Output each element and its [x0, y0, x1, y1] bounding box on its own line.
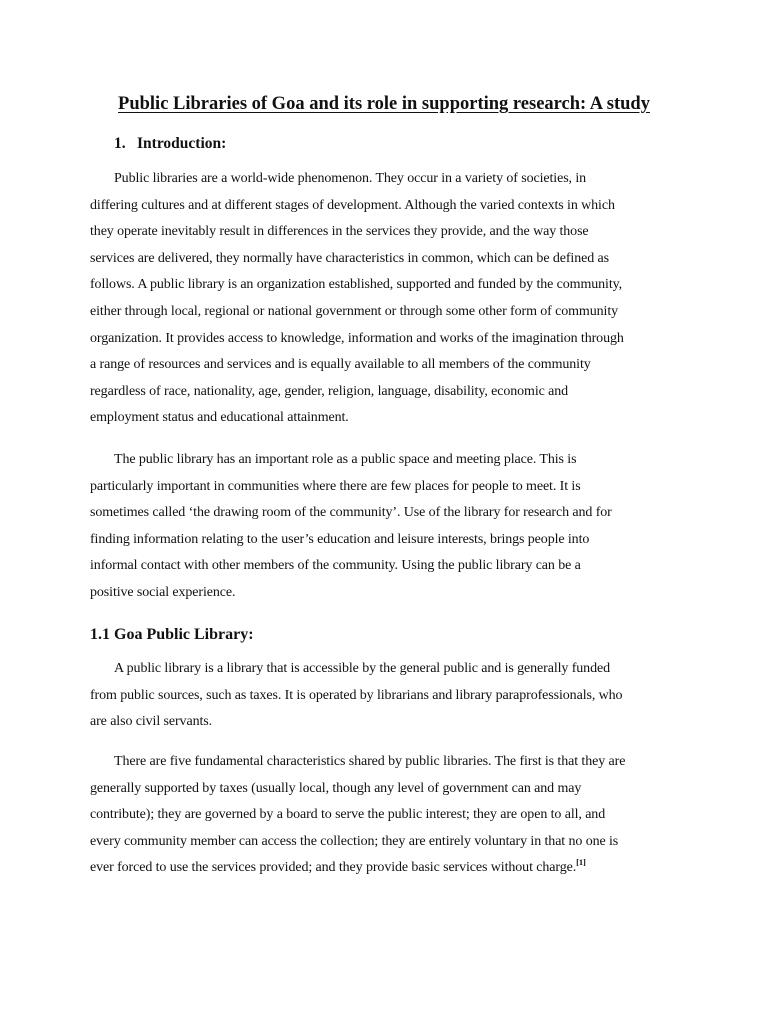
- section-number: 1.: [114, 135, 126, 152]
- paragraph-line: follows. A public library is an organization established, supported and funded by the community,: [90, 277, 623, 293]
- paragraph-line: Public libraries are a world-wide phenomenon. They occur in a variety of societies, in: [114, 171, 587, 186]
- paragraph-line: particularly important in communities where there are few places for people to meet. It is: [90, 478, 581, 494]
- paragraph-line: they operate inevitably result in differences in the services they provide, and the way those: [90, 224, 589, 240]
- paragraph-line: sometimes called ‘the drawing room of the community’. Use of the library for research and for: [90, 505, 612, 521]
- paragraph-line: from public sources, such as taxes. It is operated by librarians and library paraprofessionals, who: [90, 687, 623, 703]
- paragraph-line: A public library is a library that is accessible by the general public and is generally funded: [114, 661, 610, 676]
- footnote-reference[interactable]: [1]: [576, 857, 586, 868]
- paragraph-line: regardless of race, nationality, age, gender, religion, language, disability, economic and: [90, 383, 569, 399]
- section-heading-goa-public-library: 1.1 Goa Public Library:: [90, 626, 254, 643]
- paragraph-line: services are delivered, they normally have characteristics in common, which can be defined as: [90, 250, 609, 266]
- paragraph-line: employment status and educational attainment.: [90, 410, 349, 426]
- paragraph-public-space: [90, 447, 678, 607]
- paragraph-line: a range of resources and services and is equally available to all members of the community: [90, 357, 591, 373]
- paragraph-introduction: [90, 166, 678, 432]
- paragraph-line: finding information relating to the user’s education and leisure interests, brings people into: [90, 531, 590, 547]
- paragraph-definition: [90, 656, 678, 736]
- paragraph-line: are also civil servants.: [90, 714, 213, 730]
- paragraph-line: generally supported by taxes (usually local, though any level of government can and may: [90, 780, 582, 796]
- paragraph-line-text: ever forced to use the services provided; and they provide basic services without charge.: [90, 860, 577, 876]
- paragraph-line: contribute); they are governed by a board to serve the public interest; they are open to all, and: [90, 807, 606, 823]
- paragraph-line: every community member can access the collection; they are entirely voluntary in that no one is: [90, 833, 619, 849]
- paragraph-line: either through local, regional or national government or through some other form of community: [90, 303, 619, 319]
- paragraph-line: The public library has an important role as a public space and meeting place. This is: [114, 452, 577, 467]
- section-heading-text: Introduction:: [137, 135, 227, 152]
- document-title: Public Libraries of Goa and its role in supporting research: A study: [118, 94, 650, 114]
- paragraph-line: There are five fundamental characteristics shared by public libraries. The first is that they are: [114, 754, 626, 769]
- paragraph-line: organization. It provides access to knowledge, information and works of the imagination through: [90, 330, 624, 346]
- paragraph-line: differing cultures and at different stages of development. Although the varied contexts in which: [90, 197, 615, 213]
- paragraph-characteristics: [90, 749, 678, 882]
- paragraph-line: informal contact with other members of the community. Using the public library can be a: [90, 558, 581, 574]
- paragraph-line: [90, 855, 678, 882]
- section-heading-introduction: [114, 135, 226, 153]
- paragraph-line: positive social experience.: [90, 584, 236, 600]
